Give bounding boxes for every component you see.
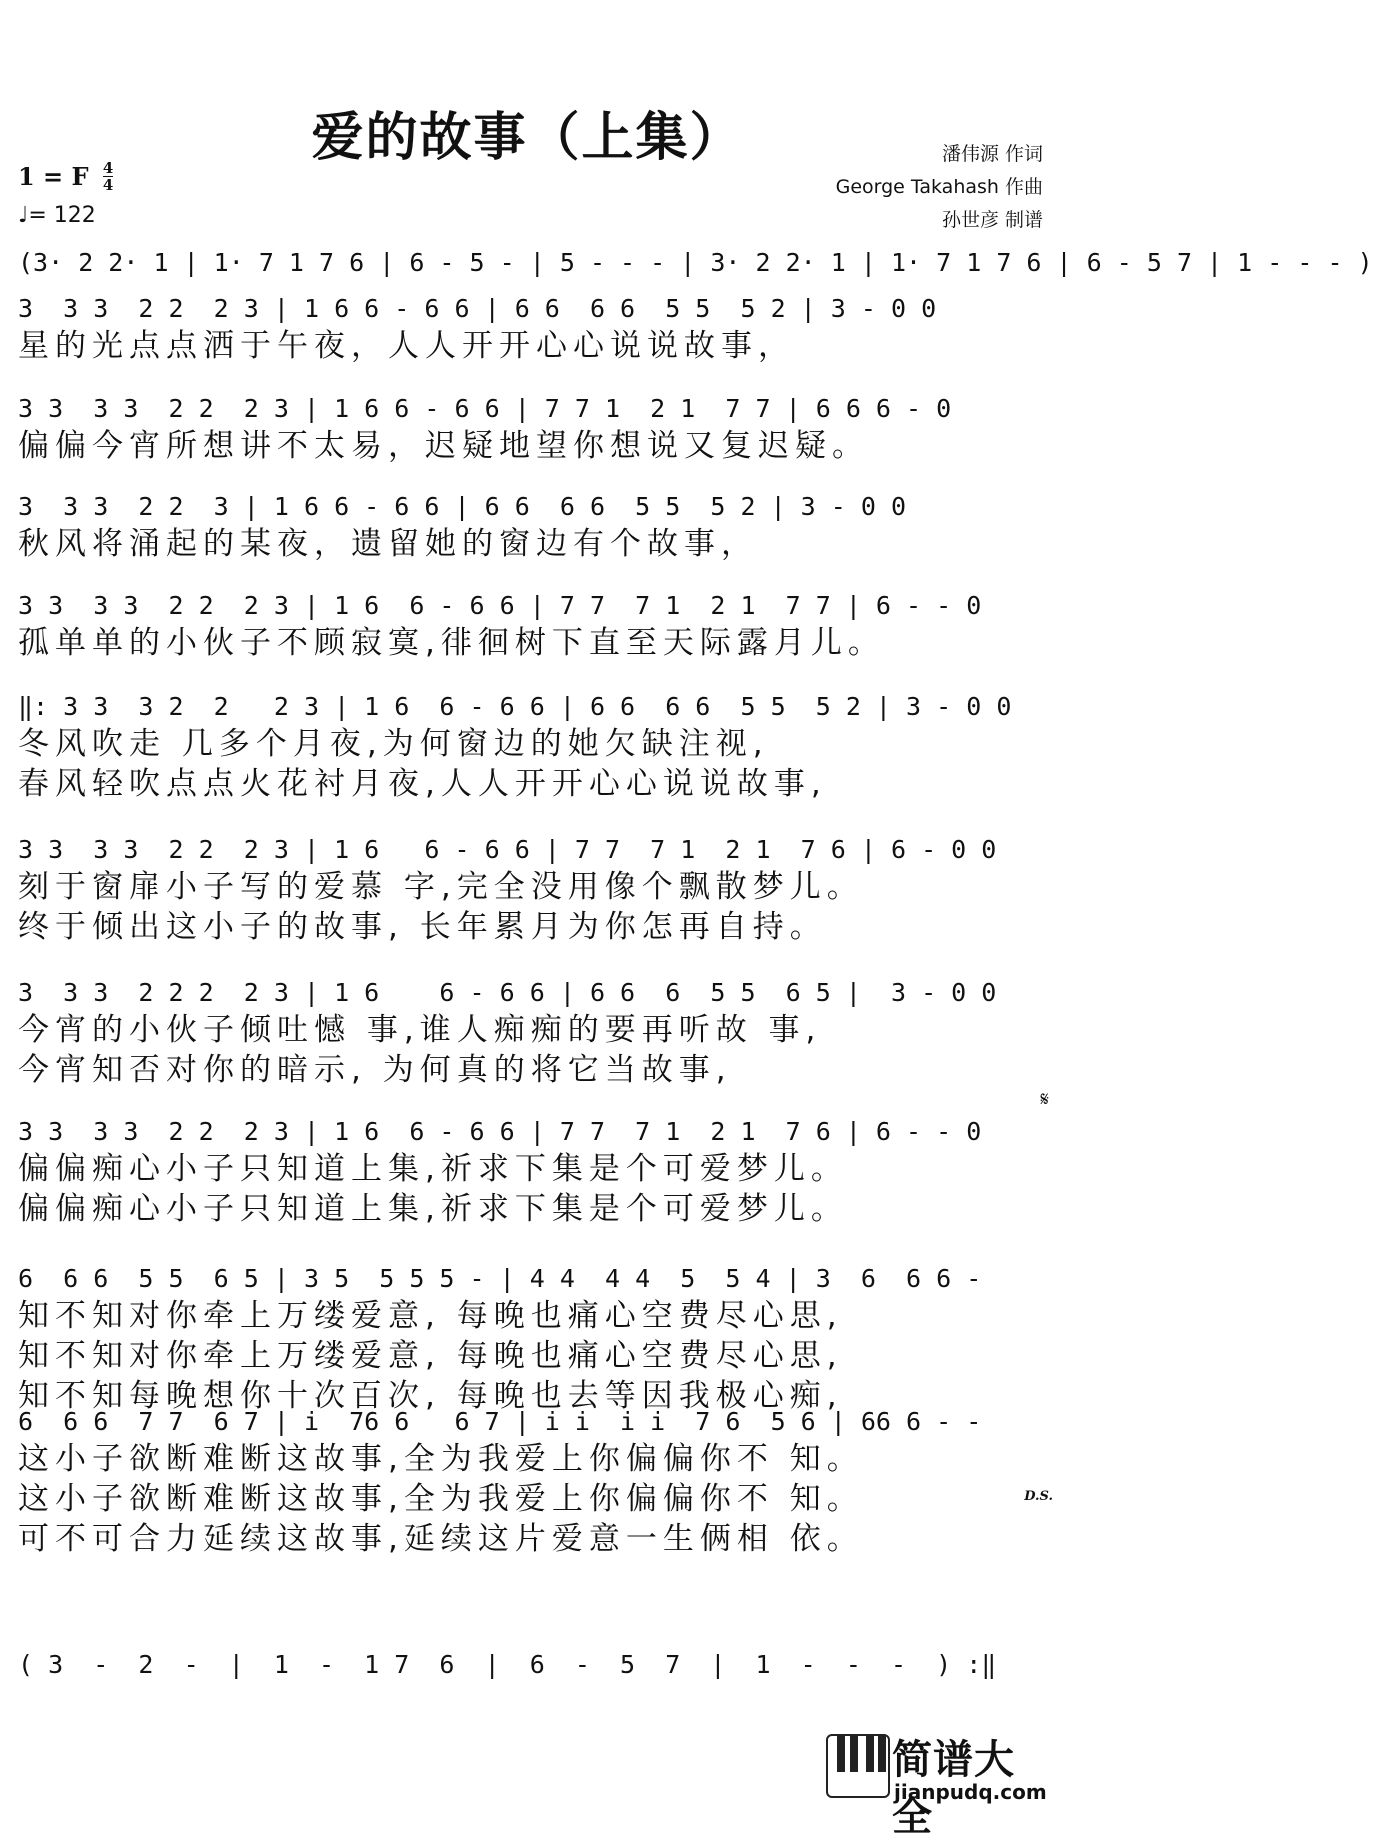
intro-notes: (3· 2 2· 1 | 1· 7 1 7 6 | 6 - 5 - | 5 - - - | 3· 2 2· 1 | 1· 7 1 7 6 | 6 - 5 7 | 1 - - - ): [18, 248, 1373, 277]
ds-marker: D.S.: [1024, 1489, 1053, 1504]
lyric-line: 知不知每晚想你十次百次, 每晚也去等因我极心痴,: [18, 1378, 843, 1414]
notes-line: 3 3 3 3 2 2 2 3 | 1 6 6 - 6 6 | 7 7 1 2 1 7 7 | 6 6 6 - 0: [18, 394, 952, 423]
lyric-line: 今宵知否对你的暗示, 为何真的将它当故事,: [18, 1052, 732, 1088]
outro-row: [18, 1648, 1047, 1682]
notes-line: 3 3 3 2 2 3 | 1 6 6 - 6 6 | 6 6 6 6 5 5 5 2 | 3 - 0 0: [18, 492, 907, 521]
lyric-line: 春风轻吹点点火花衬月夜,人人开开心心说说故事,: [18, 766, 827, 802]
lyric-line: 偏偏痴心小子只知道上集,祈求下集是个可爱梦儿。: [18, 1191, 848, 1227]
credits: [836, 138, 1043, 237]
piano-icon: [826, 1734, 890, 1798]
time-signature-bottom: 4: [102, 176, 114, 194]
notes-line: 3 3 3 2 2 2 2 3 | 1 6 6 - 6 6 | 6 6 6 5 5 6 5 | 3 - 0 0: [18, 978, 997, 1007]
song-title: 爱的故事（上集）: [311, 107, 744, 168]
score-line: [18, 1115, 1047, 1229]
lyric-line: 冬风吹走 几多个月夜,为何窗边的她欠缺注视,: [18, 726, 769, 762]
lyric-line: 星的光点点洒于午夜，人人开开心心说说故事，: [18, 328, 795, 364]
lyric-line: 终于倾出这小子的故事, 长年累月为你怎再自持。: [18, 909, 827, 945]
tempo-marking: ♩= 122: [18, 203, 96, 228]
lyric-line: 刻于窗扉小子写的爱慕 字,完全没用像个飘散梦儿。: [18, 869, 864, 905]
lyric-line: 这小子欲断难断这故事,全为我爱上你偏偏你不 知。: [18, 1441, 864, 1477]
score-line: [18, 1262, 1047, 1416]
key-signature: [18, 160, 113, 193]
lyric-line: 知不知对你牵上万缕爱意, 每晚也痛心空费尽心思,: [18, 1338, 843, 1374]
arranger-credit: 孙世彦 制谱: [941, 209, 1043, 231]
composer-credit: George Takahash 作曲: [835, 176, 1043, 198]
score-line: [18, 589, 1047, 663]
notes-line: 3 3 3 3 2 2 2 3 | 1 6 6 - 6 6 | 7 7 7 1 2 1 7 6 | 6 - 0 0: [18, 835, 997, 864]
lyric-line: 知不知对你牵上万缕爱意, 每晚也痛心空费尽心思,: [18, 1298, 843, 1334]
notes-line: 3 3 3 2 2 2 3 | 1 6 6 - 6 6 | 6 6 6 6 5 5 5 2 | 3 - 0 0: [18, 294, 937, 323]
lyric-line: 这小子欲断难断这故事,全为我爱上你偏偏你不 知。: [18, 1481, 864, 1517]
score-line: [18, 392, 1047, 466]
intro-row: [18, 246, 1373, 280]
score-line: [18, 976, 1047, 1090]
lyric-line: 偏偏痴心小子只知道上集,祈求下集是个可爱梦儿。: [18, 1151, 848, 1187]
site-logo[interactable]: [826, 1728, 1052, 1840]
key-label: 1 = F: [18, 162, 89, 191]
lyric-line: 孤单单的小伙子不顾寂寞,徘徊树下直至天际露月儿。: [18, 625, 885, 661]
score-line: [18, 690, 1047, 804]
notes-line: ‖: 3 3 3 2 2 2 3 | 1 6 6 - 6 6 | 6 6 6 6 5 5 5 2 | 3 - 0 0: [18, 692, 1012, 721]
lyric-line: 秋风将涌起的某夜，遗留她的窗边有个故事，: [18, 526, 758, 562]
notes-line: 6 6 6 7 7 6 7 | i 76 6 6 7 | i i i i 7 6 5 6 | 66 6 - -: [18, 1407, 982, 1436]
lyric-line: 可不可合力延续这故事,延续这片爱意一生俩相 依。: [18, 1521, 864, 1557]
segno-marker: 𝄋: [1040, 1087, 1049, 1111]
lyricist-credit: 潘伟源 作词: [941, 143, 1043, 165]
logo-name: 简谱大全: [892, 1737, 1015, 1840]
notes-line: 3 3 3 3 2 2 2 3 | 1 6 6 - 6 6 | 7 7 7 1 2 1 7 6 | 6 - - 0: [18, 1117, 982, 1146]
notes-line: 6 6 6 5 5 6 5 | 3 5 5 5 5 - | 4 4 4 4 5 5 4 | 3 6 6 6 -: [18, 1264, 982, 1293]
lyric-line: 偏偏今宵所想讲不太易，迟疑地望你想说又复迟疑。: [18, 428, 869, 464]
time-signature-top: 4: [102, 159, 114, 177]
notes-line: 3 3 3 3 2 2 2 3 | 1 6 6 - 6 6 | 7 7 7 1 2 1 7 7 | 6 - - 0: [18, 591, 982, 620]
lyric-line: 今宵的小伙子倾吐憾 事,谁人痴痴的要再听故 事,: [18, 1012, 822, 1048]
logo-url: jianpudq.com: [894, 1780, 1047, 1804]
time-signature: [103, 160, 113, 193]
outro-notes: ( 3 - 2 - | 1 - 1 7 6 | 6 - 5 7 | 1 - - - ) :‖: [18, 1650, 997, 1679]
score-line: [18, 833, 1047, 947]
score-line: [18, 292, 1047, 366]
score-line: [18, 490, 1047, 564]
score-line: [18, 1405, 1047, 1559]
